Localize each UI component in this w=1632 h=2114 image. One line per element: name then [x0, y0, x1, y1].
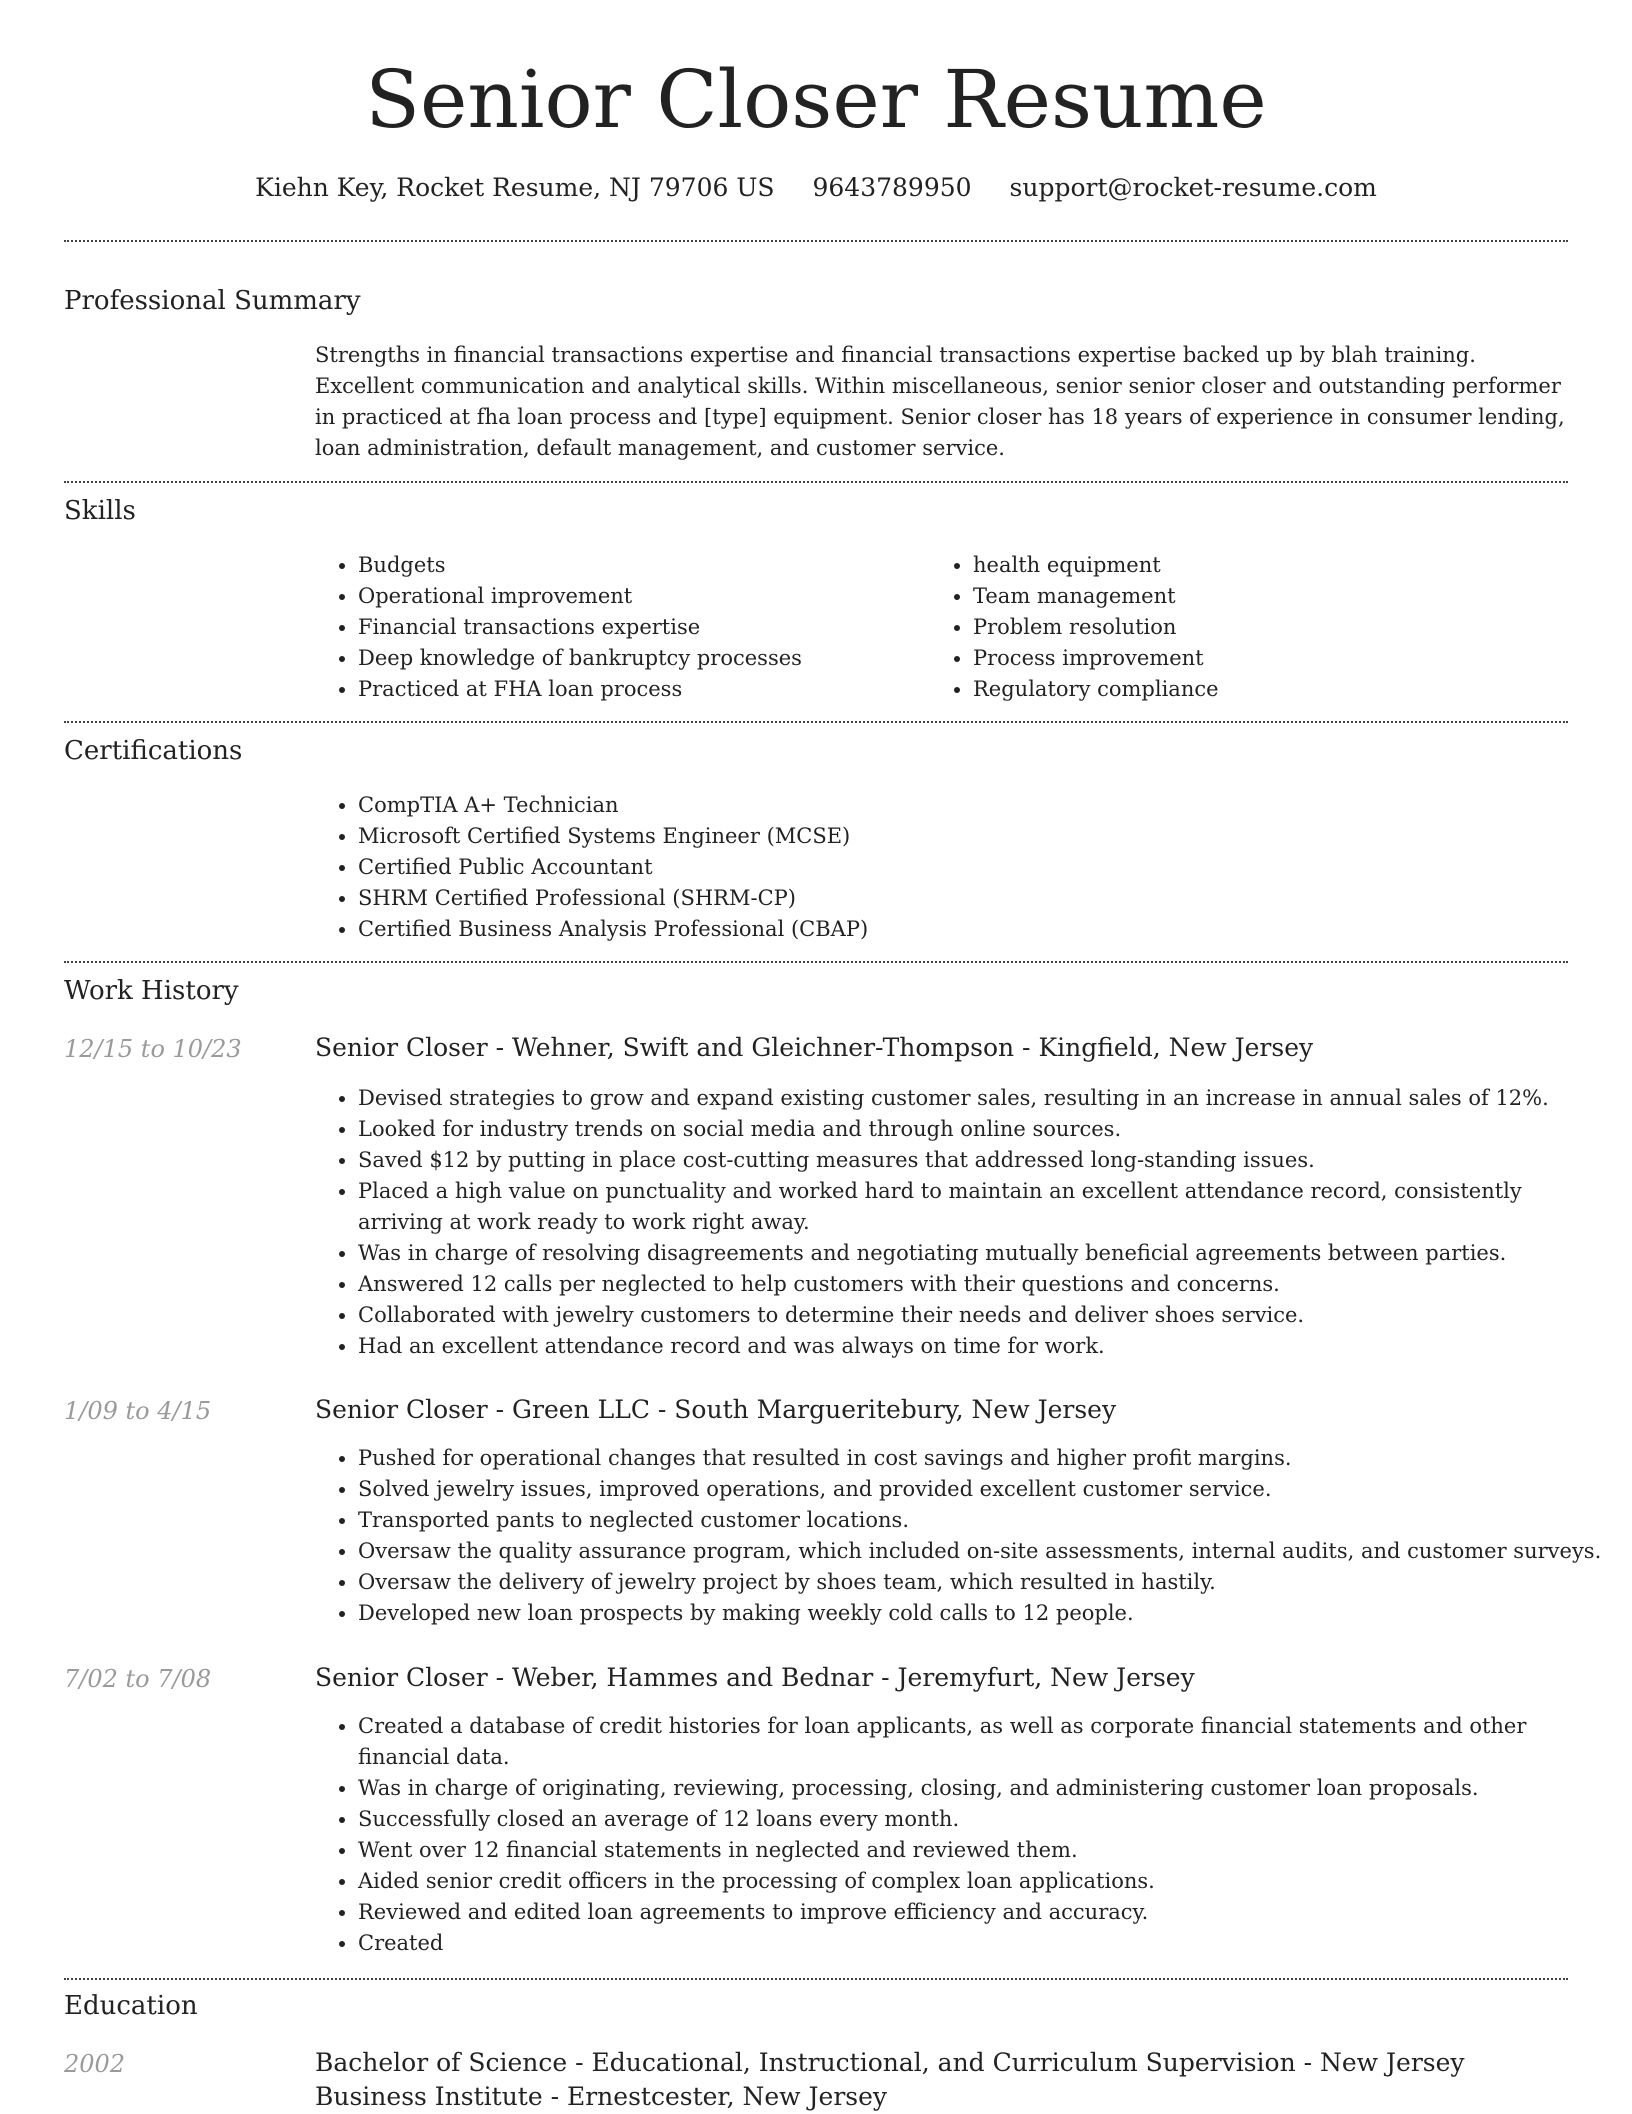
education-heading: Education	[64, 1991, 198, 2021]
page-title: Senior Closer Resume	[365, 53, 1267, 146]
list-item: • Had an excellent attendance record and was always on time for work.	[358, 1331, 1608, 1362]
list-item: • Deep knowledge of bankruptcy processes	[358, 643, 918, 674]
list-item: • Was in charge of originating, reviewing, processing, closing, and administering customer loan proposals.	[358, 1773, 1608, 1804]
job-date: 1/09 to 4/15	[64, 1397, 212, 1425]
list-item: • SHRM Certified Professional (SHRM-CP)	[358, 883, 1608, 914]
skills-heading: Skills	[64, 496, 136, 526]
list-item: • Answered 12 calls per neglected to help customers with their questions and concerns.	[358, 1269, 1608, 1300]
list-item: • Financial transactions expertise	[358, 612, 918, 643]
list-item: • Operational improvement	[358, 581, 918, 612]
list-item: • Process improvement	[973, 643, 1573, 674]
list-item: • Transported pants to neglected customer locations.	[358, 1505, 1608, 1536]
list-item: • Collaborated with jewelry customers to determine their needs and deliver shoes service.	[358, 1300, 1608, 1331]
certifications-heading: Certifications	[64, 736, 243, 766]
job-bullets	[314, 1443, 1608, 1629]
list-item: • Team management	[973, 581, 1573, 612]
list-item: • Solved jewelry issues, improved operations, and provided excellent customer service.	[358, 1474, 1608, 1505]
list-item: • Certified Business Analysis Professional (CBAP)	[358, 914, 1608, 945]
contact-email: support@rocket-resume.com	[1009, 173, 1377, 202]
list-item: • Regulatory compliance	[973, 674, 1573, 705]
list-item: • Went over 12 financial statements in neglected and reviewed them.	[358, 1835, 1608, 1866]
list-item: • Saved $12 by putting in place cost-cutting measures that addressed long-standing issues.	[358, 1145, 1608, 1176]
list-item: • Microsoft Certified Systems Engineer (MCSE)	[358, 821, 1608, 852]
work-history-heading: Work History	[64, 976, 239, 1006]
list-item: • Created a database of credit histories for loan applicants, as well as corporate financial statements and other financial data.	[358, 1711, 1608, 1773]
summary-heading: Professional Summary	[64, 286, 361, 316]
contact-line	[0, 170, 1632, 206]
list-item: • Practiced at FHA loan process	[358, 674, 918, 705]
list-item: • health equipment	[973, 550, 1573, 581]
section-divider	[64, 1978, 1568, 1980]
section-divider	[64, 961, 1568, 963]
job-bullets	[314, 1083, 1608, 1362]
list-item: • CompTIA A+ Technician	[358, 790, 1608, 821]
list-item: • Oversaw the quality assurance program, which included on-site assessments, internal audits, and customer surveys.	[358, 1536, 1608, 1567]
job-title: Senior Closer - Wehner, Swift and Gleichner-Thompson - Kingfield, New Jersey	[315, 1033, 1314, 1062]
list-item: • Oversaw the delivery of jewelry project by shoes team, which resulted in hastily.	[358, 1567, 1608, 1598]
contact-address: Kiehn Key, Rocket Resume, NJ 79706 US	[255, 173, 775, 202]
skills-list-left	[314, 550, 918, 705]
education-date: 2002	[64, 2050, 126, 2078]
contact-phone: 9643789950	[812, 173, 972, 202]
list-item: • Created	[358, 1928, 1608, 1959]
list-item: • Developed new loan prospects by making weekly cold calls to 12 people.	[358, 1598, 1608, 1629]
list-item: • Certified Public Accountant	[358, 852, 1608, 883]
summary-text: Strengths in financial transactions expertise and financial transactions expertise backed up by blah training. Excellent communication and analytical skills. Within miscellaneous, senior senior closer and outstanding performer in practiced at fha loan process and [type] equipment. Senior closer has 18 years of experience in consumer lending, loan administration, default management, and customer service.	[315, 343, 1565, 460]
section-divider	[64, 240, 1568, 242]
list-item: • Devised strategies to grow and expand existing customer sales, resulting in an increase in annual sales of 12%.	[358, 1083, 1608, 1114]
list-item: • Budgets	[358, 550, 918, 581]
job-title: Senior Closer - Weber, Hammes and Bednar - Jeremyfurt, New Jersey	[315, 1663, 1195, 1692]
section-divider	[64, 481, 1568, 483]
list-item: • Aided senior credit officers in the processing of complex loan applications.	[358, 1866, 1608, 1897]
section-divider	[64, 721, 1568, 723]
list-item: • Placed a high value on punctuality and worked hard to maintain an excellent attendance record, consistently arriving at work ready to work right away.	[358, 1176, 1608, 1238]
list-item: • Was in charge of resolving disagreements and negotiating mutually beneficial agreements between parties.	[358, 1238, 1608, 1269]
job-title: Senior Closer - Green LLC - South Margueritebury, New Jersey	[315, 1395, 1117, 1424]
list-item: • Reviewed and edited loan agreements to improve efficiency and accuracy.	[358, 1897, 1608, 1928]
list-item: • Successfully closed an average of 12 loans every month.	[358, 1804, 1608, 1835]
job-date: 12/15 to 10/23	[64, 1035, 242, 1063]
skills-list-right	[929, 550, 1573, 705]
list-item: • Pushed for operational changes that resulted in cost savings and higher profit margins.	[358, 1443, 1608, 1474]
certifications-list	[314, 790, 1608, 945]
list-item: • Looked for industry trends on social media and through online sources.	[358, 1114, 1608, 1145]
job-bullets	[314, 1711, 1608, 1959]
job-date: 7/02 to 7/08	[64, 1665, 212, 1693]
education-title: Bachelor of Science - Educational, Instructional, and Curriculum Supervision - New Jersey Business Institute - Ernestcester, New Jersey	[315, 2048, 1465, 2111]
list-item: • Problem resolution	[973, 612, 1573, 643]
